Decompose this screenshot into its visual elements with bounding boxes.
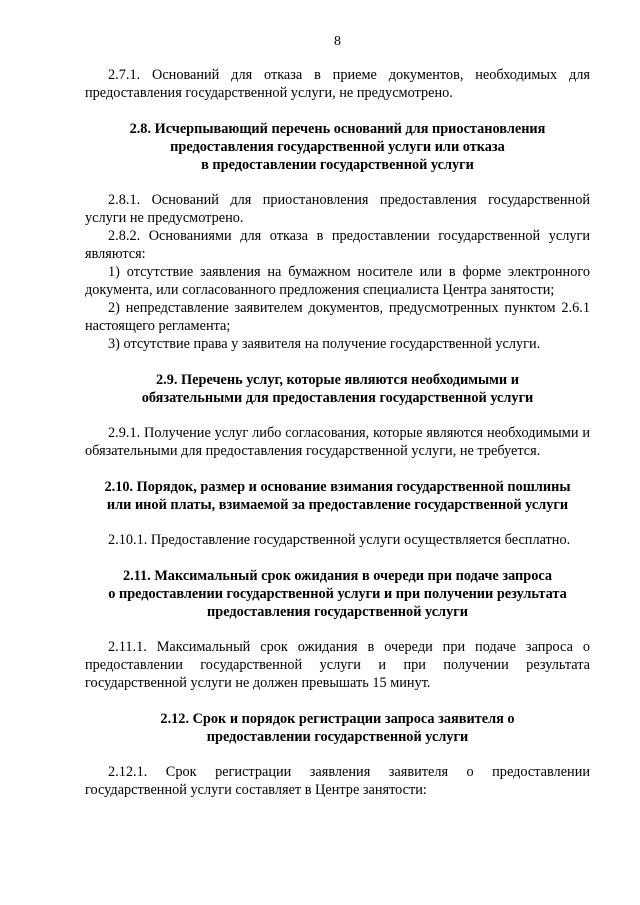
paragraph: 2.11.1. Максимальный срок ожидания в очереди при подаче запроса о предоставлении государственной услуги и при получении результата государственной услуги не должен превышать 15 минут.: [85, 639, 590, 691]
section-heading: [85, 478, 590, 514]
section-heading: [85, 371, 590, 407]
paragraph: 2.8.2. Основаниями для отказа в предоставлении государственной услуги являются:: [85, 228, 590, 262]
paragraph: 3) отсутствие права у заявителя на получение государственной услуги.: [108, 336, 541, 352]
section-heading-line: предоставлении государственной услуги: [206, 729, 469, 745]
section-heading-line: 2.11. Максимальный срок ожидания в очереди при подаче запроса: [122, 568, 553, 584]
section-heading-line: в предоставлении государственной услуги: [201, 157, 474, 173]
section-heading: [85, 710, 590, 746]
section-heading-line: 2.9. Перечень услуг, которые являются необходимыми и: [156, 372, 519, 388]
document-body: [85, 66, 590, 799]
section-heading-line: 2.8. Исчерпывающий перечень оснований для приостановления: [129, 121, 546, 137]
section-heading: [85, 567, 590, 621]
paragraph: 2.8.1. Оснований для приостановления предоставления государственной услуги не предусмотрено.: [85, 192, 590, 226]
paragraph: 2.9.1. Получение услуг либо согласования, которые являются необходимыми и обязательными для предоставления государственной услуги, не требуется.: [85, 425, 590, 459]
section-heading-line: 2.10. Порядок, размер и основание взимания государственной пошлины: [104, 479, 571, 495]
section-heading-line: 2.12. Срок и порядок регистрации запроса заявителя о: [160, 711, 515, 727]
section-heading-line: предоставления государственной услуги или отказа: [170, 139, 505, 155]
section-heading: [85, 120, 590, 174]
section-heading-line: обязательными для предоставления государственной услуги: [141, 390, 534, 406]
section-heading-line: о предоставлении государственной услуги и при получении результата: [108, 586, 567, 602]
paragraph: 2.10.1. Предоставление государственной услуги осуществляется бесплатно.: [108, 532, 571, 548]
paragraph: 2) непредставление заявителем документов, предусмотренных пунктом 2.6.1 настоящего регламента;: [85, 300, 590, 334]
paragraph: 1) отсутствие заявления на бумажном носителе или в форме электронного документа, или согласованного предложения специалиста Центра занятости;: [85, 264, 590, 298]
page-number: 8: [334, 34, 341, 49]
section-heading-line: предоставления государственной услуги: [207, 604, 468, 620]
section-heading-line: или иной платы, взимаемой за предоставление государственной услуги: [106, 497, 569, 513]
paragraph: 2.12.1. Срок регистрации заявления заявителя о предоставлении государственной услуги составляет в Центре занятости:: [85, 764, 590, 798]
paragraph: 2.7.1. Оснований для отказа в приеме документов, необходимых для предоставления государственной услуги, не предусмотрено.: [85, 67, 590, 101]
